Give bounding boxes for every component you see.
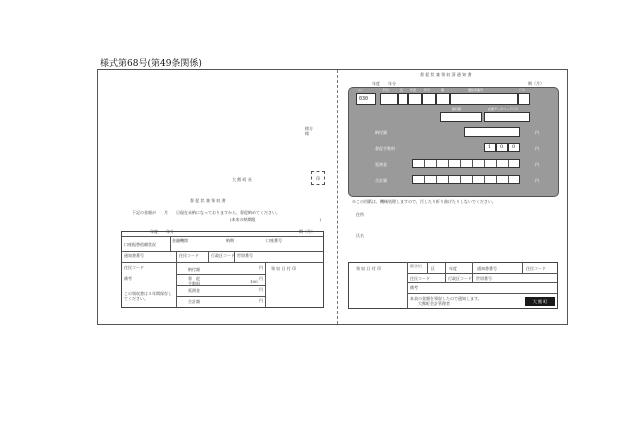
left-dunning-fee: 督 促手数料 [188, 276, 200, 286]
yen-r3: 円 [535, 162, 539, 167]
hdr-8: ＣＤ [519, 88, 526, 92]
col-kind: 金融機関 [172, 238, 188, 243]
hdr-1: ｺｰﾄﾞ [358, 88, 365, 92]
address-label: 住所 [356, 212, 364, 217]
perforation-line [337, 70, 338, 324]
form-title: 様式第68号(第49条関係) [100, 59, 202, 69]
bank-label: 口座振替依頼状況 [124, 242, 156, 247]
hdr-3: 区 [400, 88, 404, 92]
total-cells-divider [436, 176, 437, 183]
notice-sub: (本来の納期限 ) [230, 217, 322, 222]
fee-digit-3: 0 [512, 144, 516, 150]
ocr-label: 在庫データコードＣＤ [488, 107, 519, 111]
right-total: 合計額 [375, 178, 387, 183]
total-cells [412, 175, 520, 184]
right-year-label: 年度 年分 [372, 81, 396, 86]
delinquency-cells-divider [508, 160, 509, 167]
delinquency-cells-divider [424, 160, 425, 167]
total-cells-divider [472, 176, 473, 183]
seal-box: 印 [311, 171, 325, 185]
total-cells-divider [448, 176, 449, 183]
total-cells-divider [496, 176, 497, 183]
col-number: 口座番号 [266, 238, 282, 243]
yen-4: 円 [259, 298, 263, 303]
hdr-5: 年分 [424, 88, 431, 92]
right-period-label: 期（月） [528, 81, 544, 86]
total-cells-divider [484, 176, 485, 183]
resident-code-label: 住民コード [124, 265, 144, 270]
delinquency-cells-divider [448, 160, 449, 167]
left-fee-value: 100 [250, 279, 258, 284]
yen-1: 円 [259, 265, 263, 270]
footer-text: 本表の金額を領収したので通知します。 [410, 296, 482, 301]
yen-r1: 円 [535, 130, 539, 135]
addr-code-label: 住民コード [179, 253, 199, 258]
right-tax-no: 世帯番号 [476, 276, 492, 281]
machine-note: ※この用紙は、機械処理しますので、汚したり折り曲げたりしないでください。 [352, 199, 496, 204]
admin-code-label: 行政区コード [211, 253, 235, 258]
delinquency-cells [412, 159, 520, 168]
delinquency-cells-divider [496, 160, 497, 167]
town-mayor: 大 熊 町 長 [232, 177, 252, 182]
yen-3: 円 [259, 287, 263, 292]
side-label: 様方様 [305, 126, 313, 136]
col-branch: 納期 [226, 238, 234, 243]
notice-no-label: 通知書番号 [124, 253, 144, 258]
left-remarks: 備考 [124, 276, 132, 281]
right-remarks: 備考 [410, 285, 418, 290]
yen-r4: 円 [535, 178, 539, 183]
yen-2: 円 [259, 276, 263, 281]
receipt-title: 督 促 状 兼 領 収 書 [190, 198, 226, 203]
left-tax-amount: 納付額 [188, 267, 200, 272]
town-logo: 大 熊 町 [525, 297, 555, 306]
fee-digit-2: 0 [500, 144, 504, 150]
col-year: 年度 [449, 266, 457, 271]
total-cells-divider [424, 176, 425, 183]
left-receipt-stamp: 領 収 日 付 印 [271, 266, 297, 271]
delinquency-cells-divider [460, 160, 461, 167]
delinquency-cells-divider [472, 160, 473, 167]
right-admin-code: 行政区コード [448, 276, 472, 281]
left-delinquency: 延滞金 [188, 288, 200, 293]
col-notice: 通知書番号 [477, 266, 497, 271]
due-note: この領収書は５年間保存してください。 [124, 291, 172, 301]
right-receipt-stamp: 領 収 日 付 印 [356, 266, 382, 271]
col-resident: 住民コード [526, 266, 546, 271]
right-addr-code: 住民コード [410, 276, 430, 281]
right-delinquency: 延滞金 [375, 162, 387, 167]
right-notice-title: 督 促 状 兼 領 収 済 通 知 書 [420, 72, 472, 77]
hdr-6: 期 [441, 88, 445, 92]
fee-digit-1: 1 [488, 144, 492, 150]
tax-no-label: 世帯番号 [237, 253, 253, 258]
left-total: 合計額 [188, 299, 200, 304]
hdr-7: 通知書番号 [468, 88, 484, 92]
notice-text: 下記の金額が 月 日現在未納になっておりますから、督促納めてください。 [132, 210, 280, 215]
delinquency-cells-divider [436, 160, 437, 167]
delinquency-cells-divider [484, 160, 485, 167]
yen-r2: 円 [535, 146, 539, 151]
left-period-label: 期（月） [299, 229, 315, 234]
total-cells-divider [508, 176, 509, 183]
code-value: 030 [359, 96, 369, 102]
right-dunning-fee: 督促手数料 [375, 146, 395, 151]
hdr-2: 科目 [383, 88, 390, 92]
col-ku: 区 [431, 266, 435, 271]
due-label: 納付期 [452, 107, 462, 111]
name-label: 氏名 [356, 233, 364, 238]
right-tax-amount: 納付額 [375, 130, 387, 135]
footer-text2: 大熊町会計管理者 [418, 301, 450, 306]
hdr-4: 年度 [410, 88, 417, 92]
left-year-label: 年度 年分 [150, 229, 174, 234]
receipt-date: 领日付日 [410, 264, 423, 268]
total-cells-divider [460, 176, 461, 183]
